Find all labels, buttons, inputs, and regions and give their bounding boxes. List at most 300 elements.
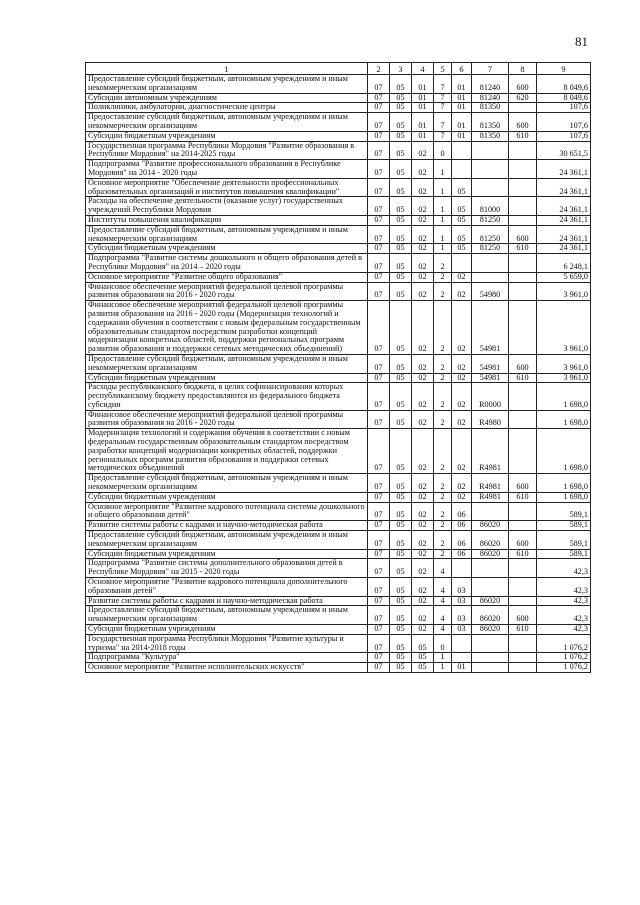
row-subsection-cell: 05 <box>390 75 412 94</box>
row-subprogram-cell: 4 <box>434 559 452 578</box>
row-section-cell: 07 <box>368 141 390 160</box>
row-name-cell: Модернизация технологий и содержания обучения в соответствии с новым федеральным государственным образовательным стандартом посредством разработки концепций модернизации конкретных областей, поддержки региональных программ развития образования и поддержки сетевых методических объединений <box>86 429 368 474</box>
row-subprogram-cell: 2 <box>434 272 452 282</box>
row-subsection-cell: 05 <box>390 282 412 301</box>
row-section-cell: 07 <box>368 113 390 132</box>
table-row <box>86 383 591 410</box>
row-program-cell: 02 <box>412 354 434 373</box>
row-activity-cell <box>452 141 472 160</box>
row-activity-cell: 02 <box>452 282 472 301</box>
row-subprogram-cell: 1 <box>434 215 452 225</box>
row-name-cell: Институты повышения квалификации <box>86 215 368 225</box>
row-program-cell: 02 <box>412 272 434 282</box>
table-row <box>86 215 591 225</box>
column-header: 7 <box>472 63 509 75</box>
table-row <box>86 559 591 578</box>
row-subsection-cell: 05 <box>390 131 412 141</box>
row-section-cell: 07 <box>368 429 390 474</box>
row-section-cell: 07 <box>368 474 390 493</box>
row-subprogram-cell: 7 <box>434 103 452 113</box>
row-subprogram-cell: 2 <box>434 549 452 559</box>
row-expense-type-cell <box>509 559 537 578</box>
row-direction-cell: 86020 <box>472 596 509 606</box>
row-subsection-cell: 05 <box>390 549 412 559</box>
row-expense-type-cell: 610 <box>509 549 537 559</box>
row-section-cell: 07 <box>368 606 390 625</box>
row-activity-cell: 01 <box>452 131 472 141</box>
row-activity-cell: 02 <box>452 429 472 474</box>
row-expense-type-cell <box>509 634 537 653</box>
row-activity-cell: 02 <box>452 410 472 429</box>
table-row <box>86 197 591 216</box>
row-subsection-cell: 05 <box>390 354 412 373</box>
row-expense-type-cell <box>509 521 537 531</box>
row-amount-cell: 107,6 <box>537 131 591 141</box>
row-name-cell: Субсидии бюджетным учреждениям <box>86 625 368 635</box>
row-amount-cell: 42,3 <box>537 606 591 625</box>
row-direction-cell: 81240 <box>472 93 509 103</box>
row-program-cell: 02 <box>412 531 434 550</box>
row-name-cell: Поликлиники, амбулатории, диагностические центры <box>86 103 368 113</box>
row-name-cell: Основное мероприятие "Обеспечение деятельности профессиональных образовательных организаций и институтов повышения квалификации" <box>86 178 368 197</box>
row-activity-cell: 05 <box>452 244 472 254</box>
row-amount-cell: 24 361,1 <box>537 225 591 244</box>
row-expense-type-cell <box>509 653 537 663</box>
table-row <box>86 521 591 531</box>
row-subsection-cell: 05 <box>390 301 412 355</box>
table-row <box>86 272 591 282</box>
row-subsection-cell: 05 <box>390 373 412 383</box>
row-direction-cell: 81350 <box>472 131 509 141</box>
row-name-cell: Подпрограмма "Развитие профессионального образования в Республике Мордовия" на 2014 - 2020 годы <box>86 160 368 179</box>
row-activity-cell <box>452 653 472 663</box>
row-activity-cell: 02 <box>452 383 472 410</box>
row-subprogram-cell: 4 <box>434 578 452 597</box>
row-activity-cell: 05 <box>452 215 472 225</box>
row-direction-cell: 81250 <box>472 244 509 254</box>
column-header: 4 <box>412 63 434 75</box>
row-subsection-cell: 05 <box>390 559 412 578</box>
row-direction-cell: R4981 <box>472 474 509 493</box>
row-amount-cell: 107,6 <box>537 113 591 132</box>
row-amount-cell: 3 961,0 <box>537 301 591 355</box>
row-subprogram-cell: 4 <box>434 596 452 606</box>
row-activity-cell: 05 <box>452 197 472 216</box>
row-expense-type-cell <box>509 578 537 597</box>
row-section-cell: 07 <box>368 559 390 578</box>
row-subsection-cell: 05 <box>390 606 412 625</box>
table-row <box>86 549 591 559</box>
row-direction-cell <box>472 578 509 597</box>
row-program-cell: 02 <box>412 282 434 301</box>
row-subsection-cell: 05 <box>390 244 412 254</box>
row-expense-type-cell <box>509 301 537 355</box>
row-section-cell: 07 <box>368 244 390 254</box>
row-amount-cell: 24 361,1 <box>537 197 591 216</box>
row-direction-cell: R0000 <box>472 383 509 410</box>
row-program-cell: 01 <box>412 131 434 141</box>
row-amount-cell: 589,1 <box>537 549 591 559</box>
row-name-cell: Основное мероприятие "Развитие кадрового потенциала дополнительного образования детей" <box>86 578 368 597</box>
row-program-cell: 02 <box>412 502 434 521</box>
row-amount-cell: 5 659,0 <box>537 272 591 282</box>
row-direction-cell: 81250 <box>472 225 509 244</box>
row-expense-type-cell: 600 <box>509 225 537 244</box>
row-subprogram-cell: 0 <box>434 634 452 653</box>
row-name-cell: Предоставление субсидий бюджетным, автономным учреждениям и иным некоммерческим организациям <box>86 225 368 244</box>
row-section-cell: 07 <box>368 549 390 559</box>
row-activity-cell: 05 <box>452 225 472 244</box>
row-program-cell: 02 <box>412 141 434 160</box>
row-expense-type-cell <box>509 596 537 606</box>
row-activity-cell: 02 <box>452 373 472 383</box>
row-subprogram-cell: 7 <box>434 93 452 103</box>
row-direction-cell: 54981 <box>472 301 509 355</box>
table-row <box>86 531 591 550</box>
row-subprogram-cell: 2 <box>434 474 452 493</box>
row-section-cell: 07 <box>368 254 390 273</box>
table-header-row <box>86 63 591 75</box>
row-subprogram-cell: 2 <box>434 410 452 429</box>
row-program-cell: 02 <box>412 178 434 197</box>
row-program-cell: 01 <box>412 103 434 113</box>
table-row <box>86 160 591 179</box>
row-amount-cell: 1 698,0 <box>537 429 591 474</box>
row-section-cell: 07 <box>368 634 390 653</box>
row-activity-cell: 03 <box>452 625 472 635</box>
row-direction-cell: 81250 <box>472 215 509 225</box>
row-name-cell: Субсидии автономным учреждениям <box>86 93 368 103</box>
row-section-cell: 07 <box>368 160 390 179</box>
row-subsection-cell: 05 <box>390 578 412 597</box>
row-activity-cell: 02 <box>452 474 472 493</box>
table-row <box>86 625 591 635</box>
row-subprogram-cell: 7 <box>434 75 452 94</box>
row-direction-cell: R4980 <box>472 410 509 429</box>
table-body <box>86 75 591 673</box>
row-subprogram-cell: 1 <box>434 244 452 254</box>
row-expense-type-cell <box>509 663 537 673</box>
table-row <box>86 113 591 132</box>
row-direction-cell: 86020 <box>472 549 509 559</box>
row-section-cell: 07 <box>368 373 390 383</box>
row-name-cell: Основное мероприятие "Развитие исполнительских искусств" <box>86 663 368 673</box>
row-section-cell: 07 <box>368 531 390 550</box>
row-activity-cell: 01 <box>452 113 472 132</box>
row-program-cell: 02 <box>412 429 434 474</box>
row-program-cell: 02 <box>412 625 434 635</box>
row-program-cell: 02 <box>412 197 434 216</box>
table-row <box>86 474 591 493</box>
row-expense-type-cell: 610 <box>509 492 537 502</box>
column-header: 8 <box>509 63 537 75</box>
row-expense-type-cell <box>509 272 537 282</box>
row-expense-type-cell <box>509 502 537 521</box>
row-direction-cell: 54981 <box>472 354 509 373</box>
row-subprogram-cell: 1 <box>434 178 452 197</box>
table-row <box>86 596 591 606</box>
row-subsection-cell: 05 <box>390 113 412 132</box>
row-section-cell: 07 <box>368 410 390 429</box>
row-direction-cell: 86020 <box>472 606 509 625</box>
row-amount-cell: 3 961,0 <box>537 354 591 373</box>
row-amount-cell: 589,1 <box>537 502 591 521</box>
row-subprogram-cell: 2 <box>434 531 452 550</box>
table-row <box>86 93 591 103</box>
row-section-cell: 07 <box>368 215 390 225</box>
row-expense-type-cell: 610 <box>509 373 537 383</box>
row-expense-type-cell <box>509 410 537 429</box>
column-header: 3 <box>390 63 412 75</box>
row-name-cell: Субсидии бюджетным учреждениям <box>86 549 368 559</box>
row-expense-type-cell: 610 <box>509 244 537 254</box>
table-row <box>86 429 591 474</box>
row-direction-cell: 81000 <box>472 197 509 216</box>
row-direction-cell <box>472 559 509 578</box>
row-amount-cell: 24 361,1 <box>537 160 591 179</box>
row-direction-cell <box>472 254 509 273</box>
row-subprogram-cell: 0 <box>434 141 452 160</box>
row-subprogram-cell: 2 <box>434 254 452 273</box>
row-activity-cell: 03 <box>452 606 472 625</box>
row-expense-type-cell <box>509 215 537 225</box>
row-program-cell: 01 <box>412 113 434 132</box>
row-direction-cell: 86020 <box>472 531 509 550</box>
row-expense-type-cell <box>509 254 537 273</box>
row-name-cell: Государственная программа Республики Мордовия "Развитие культуры и туризма" на 2014-2018 годы <box>86 634 368 653</box>
row-section-cell: 07 <box>368 663 390 673</box>
column-header: 9 <box>537 63 591 75</box>
row-amount-cell: 107,6 <box>537 103 591 113</box>
row-subprogram-cell: 4 <box>434 625 452 635</box>
table-row <box>86 653 591 663</box>
row-subsection-cell: 05 <box>390 429 412 474</box>
row-program-cell: 02 <box>412 410 434 429</box>
row-expense-type-cell: 600 <box>509 75 537 94</box>
row-activity-cell: 01 <box>452 103 472 113</box>
row-name-cell: Финансовое обеспечение мероприятий федеральной целевой программы развития образования на 2016 - 2020 годы <box>86 282 368 301</box>
row-name-cell: Государственная программа Республики Мордовия "Развитие образования в Республике Мордовия" на 2014-2025 годы <box>86 141 368 160</box>
row-expense-type-cell: 610 <box>509 625 537 635</box>
row-amount-cell: 1 076,2 <box>537 634 591 653</box>
row-section-cell: 07 <box>368 596 390 606</box>
row-amount-cell: 30 651,5 <box>537 141 591 160</box>
row-section-cell: 07 <box>368 521 390 531</box>
row-direction-cell: 81240 <box>472 75 509 94</box>
table-row <box>86 178 591 197</box>
row-expense-type-cell: 600 <box>509 113 537 132</box>
row-activity-cell: 06 <box>452 521 472 531</box>
row-name-cell: Субсидии бюджетным учреждениям <box>86 373 368 383</box>
row-amount-cell: 589,1 <box>537 521 591 531</box>
row-amount-cell: 1 698,0 <box>537 410 591 429</box>
row-section-cell: 07 <box>368 354 390 373</box>
table-row <box>86 254 591 273</box>
row-program-cell: 02 <box>412 578 434 597</box>
row-subsection-cell: 05 <box>390 141 412 160</box>
row-subsection-cell: 05 <box>390 272 412 282</box>
table-row <box>86 492 591 502</box>
row-amount-cell: 3 961,0 <box>537 282 591 301</box>
row-direction-cell: 81350 <box>472 103 509 113</box>
row-program-cell: 02 <box>412 301 434 355</box>
column-header: 2 <box>368 63 390 75</box>
row-name-cell: Расходы республиканского бюджета, в целях софинансирования которых республиканскому бюджету предоставляются из федерального бюджета субсидии <box>86 383 368 410</box>
row-subprogram-cell: 2 <box>434 301 452 355</box>
row-name-cell: Расходы на обеспечение деятельности (оказание услуг) государственных учреждений Республики Мордовия <box>86 197 368 216</box>
row-amount-cell: 1 698,0 <box>537 383 591 410</box>
row-activity-cell: 01 <box>452 663 472 673</box>
row-expense-type-cell <box>509 429 537 474</box>
row-subsection-cell: 05 <box>390 254 412 273</box>
row-section-cell: 07 <box>368 93 390 103</box>
table-row <box>86 634 591 653</box>
row-subprogram-cell: 2 <box>434 429 452 474</box>
row-subsection-cell: 05 <box>390 625 412 635</box>
row-program-cell: 02 <box>412 160 434 179</box>
row-program-cell: 01 <box>412 93 434 103</box>
row-activity-cell <box>452 254 472 273</box>
row-subsection-cell: 05 <box>390 103 412 113</box>
row-subsection-cell: 05 <box>390 93 412 103</box>
table-row <box>86 282 591 301</box>
table-row <box>86 354 591 373</box>
row-direction-cell: 54980 <box>472 282 509 301</box>
row-name-cell: Предоставление субсидий бюджетным, автономным учреждениям и иным некоммерческим организациям <box>86 354 368 373</box>
row-name-cell: Предоставление субсидий бюджетным, автономным учреждениям и иным некоммерческим организациям <box>86 113 368 132</box>
row-subprogram-cell: 2 <box>434 502 452 521</box>
row-subsection-cell: 05 <box>390 160 412 179</box>
row-subprogram-cell: 4 <box>434 606 452 625</box>
row-program-cell: 05 <box>412 634 434 653</box>
row-amount-cell: 1 698,0 <box>537 474 591 493</box>
row-activity-cell: 02 <box>452 492 472 502</box>
row-amount-cell: 24 361,1 <box>537 178 591 197</box>
row-program-cell: 02 <box>412 492 434 502</box>
row-activity-cell: 06 <box>452 549 472 559</box>
table-row <box>86 578 591 597</box>
row-subsection-cell: 05 <box>390 663 412 673</box>
row-subprogram-cell: 2 <box>434 373 452 383</box>
row-section-cell: 07 <box>368 383 390 410</box>
row-subsection-cell: 05 <box>390 531 412 550</box>
row-direction-cell: R4981 <box>472 492 509 502</box>
row-direction-cell <box>472 178 509 197</box>
row-subprogram-cell: 2 <box>434 383 452 410</box>
row-expense-type-cell: 610 <box>509 131 537 141</box>
row-expense-type-cell <box>509 178 537 197</box>
row-program-cell: 02 <box>412 596 434 606</box>
row-name-cell: Предоставление субсидий бюджетным, автономным учреждениям и иным некоммерческим организациям <box>86 474 368 493</box>
table-row <box>86 301 591 355</box>
row-section-cell: 07 <box>368 502 390 521</box>
row-section-cell: 07 <box>368 492 390 502</box>
row-activity-cell: 06 <box>452 531 472 550</box>
row-name-cell: Подпрограмма "Развитие системы дошкольного и общего образования детей в Республике Мордовия" на 2014 – 2020 годы <box>86 254 368 273</box>
row-section-cell: 07 <box>368 272 390 282</box>
row-activity-cell <box>452 634 472 653</box>
table-row <box>86 606 591 625</box>
row-expense-type-cell <box>509 160 537 179</box>
row-activity-cell: 01 <box>452 93 472 103</box>
row-name-cell: Развитие системы работы с кадрами и научно-методическая работа <box>86 596 368 606</box>
row-program-cell: 05 <box>412 653 434 663</box>
row-subsection-cell: 05 <box>390 492 412 502</box>
row-subsection-cell: 05 <box>390 596 412 606</box>
table-row <box>86 410 591 429</box>
row-subprogram-cell: 2 <box>434 282 452 301</box>
row-subprogram-cell: 1 <box>434 197 452 216</box>
row-subsection-cell: 05 <box>390 521 412 531</box>
row-direction-cell <box>472 502 509 521</box>
row-activity-cell: 02 <box>452 272 472 282</box>
row-activity-cell <box>452 559 472 578</box>
row-name-cell: Основное мероприятие "Развитие кадрового потенциала системы дошкольного и общего образования детей" <box>86 502 368 521</box>
row-section-cell: 07 <box>368 301 390 355</box>
table-row <box>86 373 591 383</box>
row-section-cell: 07 <box>368 103 390 113</box>
row-program-cell: 02 <box>412 549 434 559</box>
row-section-cell: 07 <box>368 131 390 141</box>
row-expense-type-cell: 600 <box>509 606 537 625</box>
row-name-cell: Финансовое обеспечение мероприятий федеральной целевой программы развития образования на 2016 - 2020 годы <box>86 410 368 429</box>
row-program-cell: 02 <box>412 244 434 254</box>
row-subsection-cell: 05 <box>390 474 412 493</box>
row-direction-cell <box>472 141 509 160</box>
row-program-cell: 02 <box>412 606 434 625</box>
row-subprogram-cell: 1 <box>434 653 452 663</box>
row-activity-cell: 01 <box>452 75 472 94</box>
row-activity-cell: 06 <box>452 502 472 521</box>
row-expense-type-cell <box>509 282 537 301</box>
row-direction-cell: R4981 <box>472 429 509 474</box>
row-subprogram-cell: 1 <box>434 160 452 179</box>
table-row <box>86 244 591 254</box>
column-header: 6 <box>452 63 472 75</box>
row-subprogram-cell: 1 <box>434 663 452 673</box>
row-subsection-cell: 05 <box>390 502 412 521</box>
row-expense-type-cell: 620 <box>509 93 537 103</box>
row-subsection-cell: 05 <box>390 215 412 225</box>
row-activity-cell: 02 <box>452 301 472 355</box>
row-amount-cell: 24 361,1 <box>537 215 591 225</box>
row-amount-cell: 8 049,6 <box>537 93 591 103</box>
row-subprogram-cell: 2 <box>434 521 452 531</box>
column-header: 1 <box>86 63 368 75</box>
row-subprogram-cell: 2 <box>434 492 452 502</box>
row-subsection-cell: 05 <box>390 383 412 410</box>
row-activity-cell: 03 <box>452 596 472 606</box>
row-amount-cell: 1 076,2 <box>537 663 591 673</box>
row-subprogram-cell: 7 <box>434 131 452 141</box>
table-row <box>86 225 591 244</box>
row-program-cell: 01 <box>412 75 434 94</box>
row-program-cell: 02 <box>412 383 434 410</box>
budget-table <box>85 62 591 673</box>
row-section-cell: 07 <box>368 578 390 597</box>
row-expense-type-cell <box>509 141 537 160</box>
row-subprogram-cell: 7 <box>434 113 452 132</box>
row-program-cell: 02 <box>412 215 434 225</box>
row-activity-cell: 02 <box>452 354 472 373</box>
row-section-cell: 07 <box>368 653 390 663</box>
row-subsection-cell: 05 <box>390 197 412 216</box>
row-program-cell: 02 <box>412 373 434 383</box>
row-name-cell: Финансовое обеспечение мероприятий федеральной целевой программы развития образования на 2016 - 2020 годы (Модернизация технологий и содержания обучения в соответствии с новым федеральным государственным образовательным стандартом посредством разработки концепций модернизации конкретных областей, поддержки региональных программ развития образования и поддержки сетевых методических объединений) <box>86 301 368 355</box>
row-name-cell: Подпрограмма "Развитие системы дополнительного образования детей в Республике Мордовия" на 2015 - 2020 годы <box>86 559 368 578</box>
row-section-cell: 07 <box>368 75 390 94</box>
row-subsection-cell: 05 <box>390 634 412 653</box>
